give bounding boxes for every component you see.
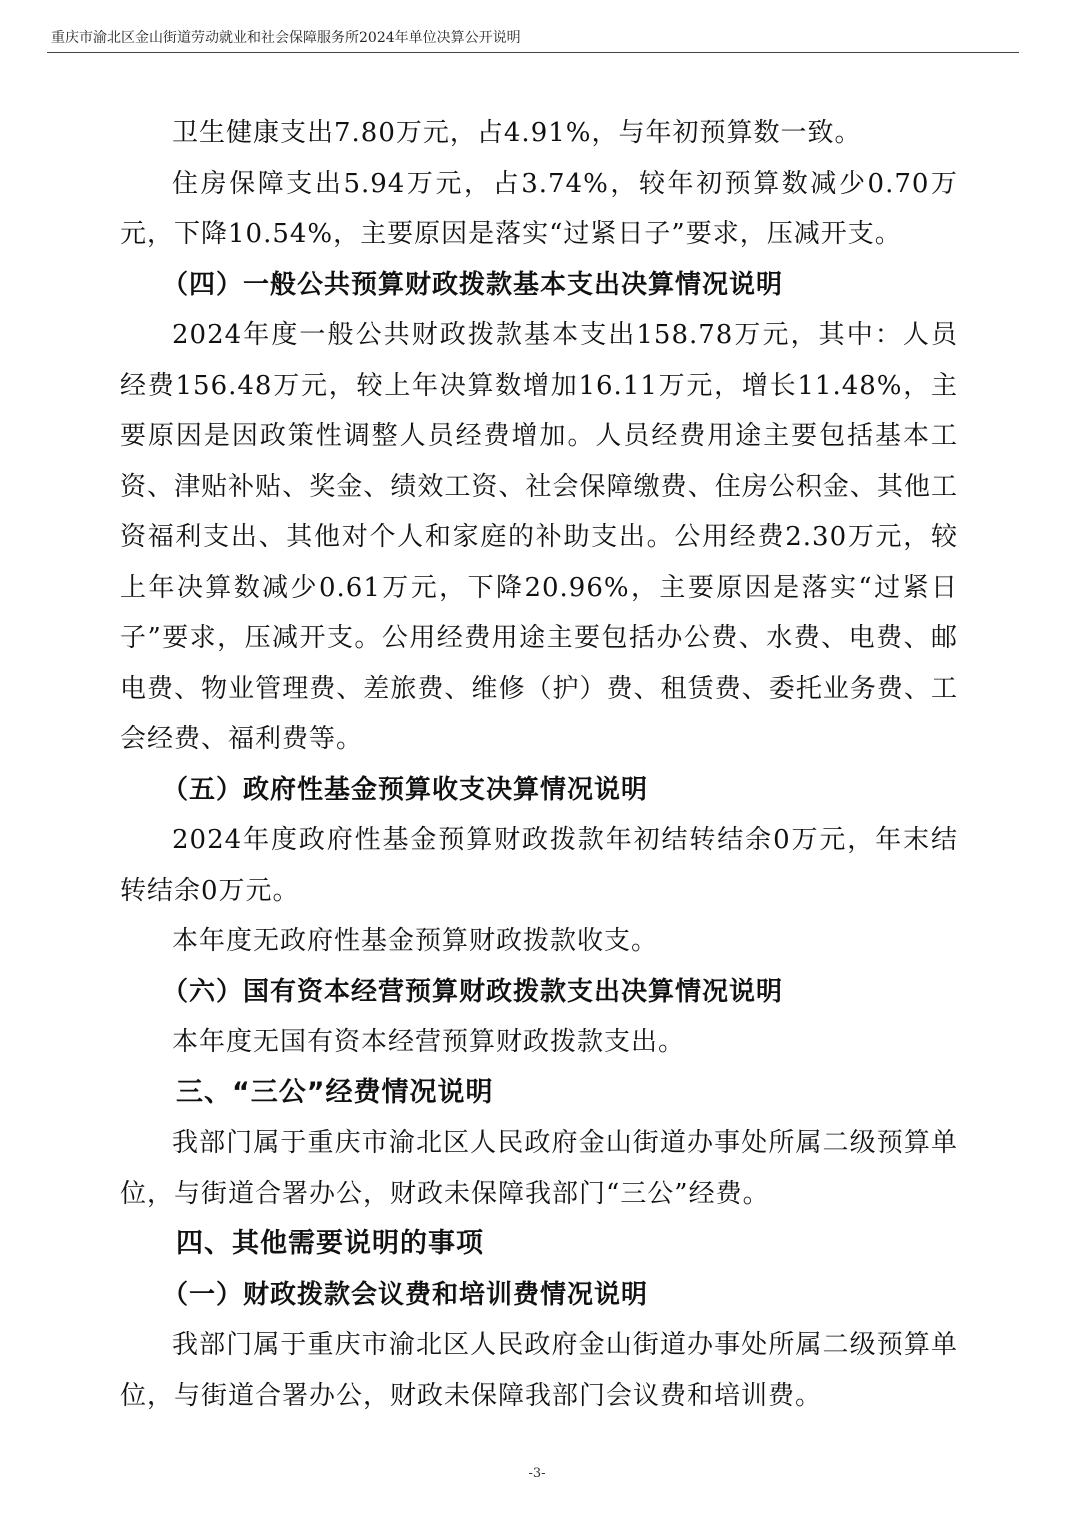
- subheading-state-capital: （六）国有资本经营预算财政拨款支出决算情况说明: [162, 976, 784, 1007]
- section-heading-other-matters: 四、其他需要说明的事项: [176, 1228, 484, 1259]
- paragraph-basic-expenditure: 2024年度一般公共财政拨款基本支出158.78万元，其中：人员经费156.48万元，较上年决算数增加16.11万元，增长11.48%，主要原因是因政策性调整人员经费增加。人员经费用途主要包括基本工资、津贴补贴、奖金、绩效工资、社会保障缴费、住房公积金、其他工资福利支出、其他对个人和家庭的补助支出。公用经费2.30万元，较上年决算数减少0.61万元，下降20.96%，主要原因是落实“过紧日子”要求，压减开支。公用经费用途主要包括办公费、水费、电费、邮电费、物业管理费、差旅费、维修（护）费、租赁费、委托业务费、工会经费、福利费等。: [120, 320, 958, 754]
- paragraph-meeting-training: 我部门属于重庆市渝北区人民政府金山街道办事处所属二级预算单位，与街道合署办公，财政未保障我部门会议费和培训费。: [120, 1330, 958, 1411]
- paragraph-health-expenditure: 卫生健康支出7.80万元，占4.91%，与年初预算数一致。: [172, 118, 862, 148]
- subheading-meeting-training: （一）财政拨款会议费和培训费情况说明: [162, 1279, 649, 1310]
- paragraph-three-public: 我部门属于重庆市渝北区人民政府金山街道办事处所属二级预算单位，与街道合署办公，财政未保障我部门“三公”经费。: [120, 1128, 958, 1209]
- paragraph-housing-expenditure: 住房保障支出5.94万元，占3.74%，较年初预算数减少0.70万元，下降10.54%，主要原因是落实“过紧日子”要求，压减开支。: [120, 168, 958, 249]
- running-header: 重庆市渝北区金山街道劳动就业和社会保障服务所2024年单位决算公开说明: [51, 30, 521, 46]
- header-rule: [47, 52, 1019, 53]
- section-heading-three-public: 三、“三公”经费情况说明: [176, 1076, 494, 1108]
- paragraph-government-fund-balance: 2024年度政府性基金预算财政拨款年初结转结余0万元，年末结转结余0万元。: [120, 825, 958, 906]
- paragraph-government-fund-none: 本年度无政府性基金预算财政拨款收支。: [172, 926, 659, 956]
- subheading-basic-expenditure: （四）一般公共预算财政拨款基本支出决算情况说明: [162, 269, 784, 300]
- paragraph-state-capital: 本年度无国有资本经营预算财政拨款支出。: [172, 1027, 686, 1057]
- page-number: -3-: [528, 1466, 546, 1481]
- subheading-government-fund: （五）政府性基金预算收支决算情况说明: [162, 774, 649, 805]
- document-body: [120, 108, 958, 1421]
